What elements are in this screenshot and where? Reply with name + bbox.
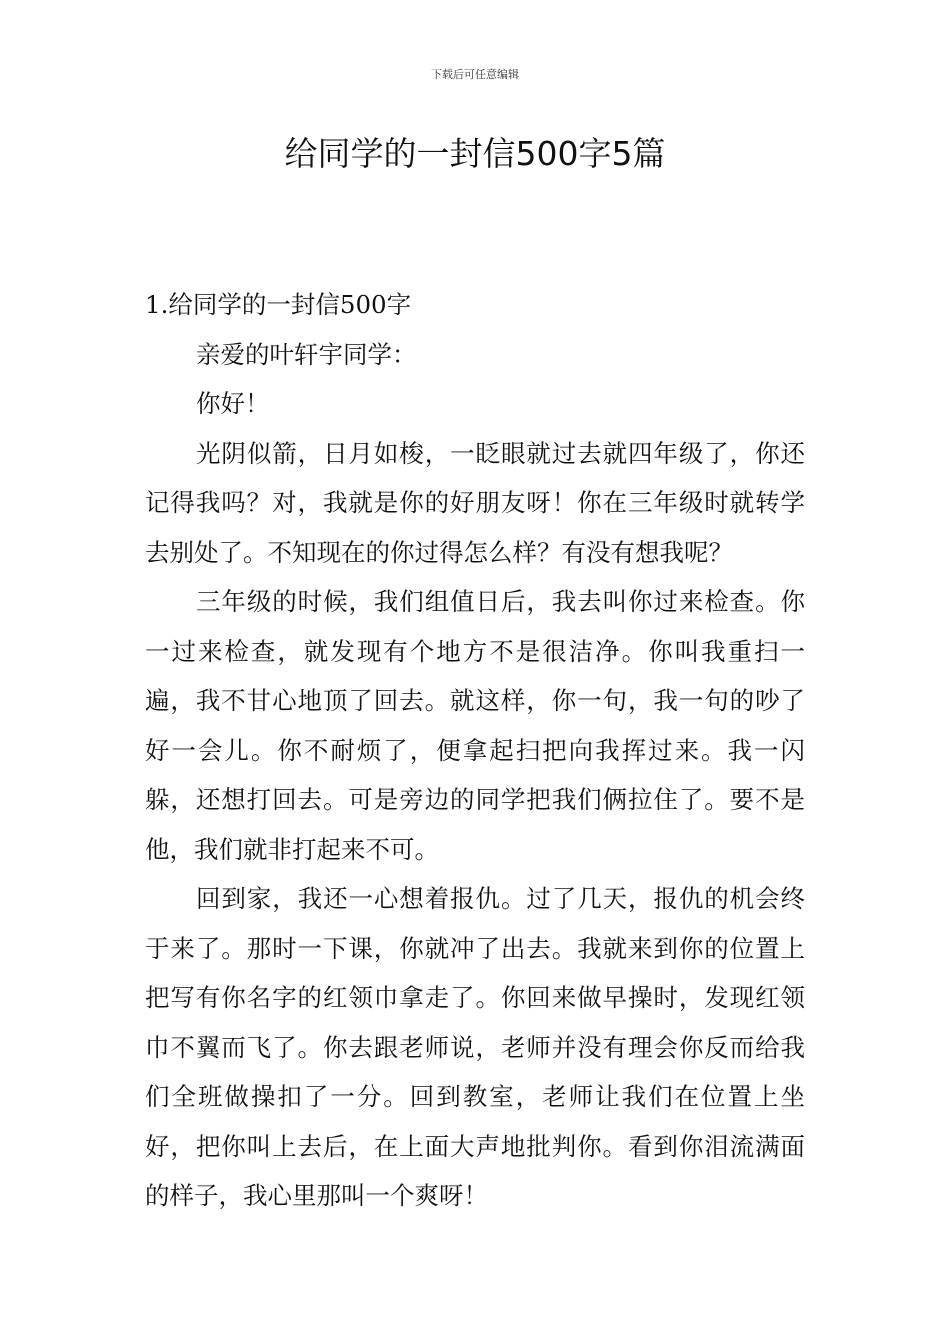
header-note: 下载后可任意编辑 (431, 68, 519, 81)
letter-greeting: 你好！ (196, 389, 270, 418)
body-paragraph: 光阴似箭，日月如梭，一眨眼就过去就四年级了，你还记得我吗？对，我就是你的好朋友呀！你在三年级时就转学去别处了。不知现在的你过得怎么样？有没有想我呢？ (145, 438, 805, 567)
document-title: 给同学的一封信500字5篇 (284, 134, 666, 173)
letter-salutation: 亲爱的叶轩宇同学： (196, 339, 417, 369)
body-paragraph: 三年级的时候，我们组值日后，我去叫你过来检查。你一过来检查，就发现有个地方不是很洁净。你叫我重扫一遍，我不甘心地顶了回去。就这样，你一句，我一句的吵了好一会儿。你不耐烦了，便拿起扫把向我挥过来。我一闪躲，还想打回去。可是旁边的同学把我们俩拉住了。要不是他，我们就非打起来不可。 (145, 587, 805, 864)
section-heading: 1.给同学的一封信500字 (145, 290, 412, 319)
body-paragraph: 回到家，我还一心想着报仇。过了几天，报仇的机会终于来了。那时一下课，你就冲了出去。我就来到你的位置上把写有你名字的红领巾拿走了。你回来做早操时，发现红领巾不翼而飞了。你去跟老师说，老师并没有理会你反而给我们全班做操扣了一分。回到教室，老师让我们在位置上坐好，把你叫上去后，在上面大声地批判你。看到你泪流满面的样子，我心里那叫一个爽呀！ (145, 884, 805, 1210)
document-body (145, 280, 805, 1221)
